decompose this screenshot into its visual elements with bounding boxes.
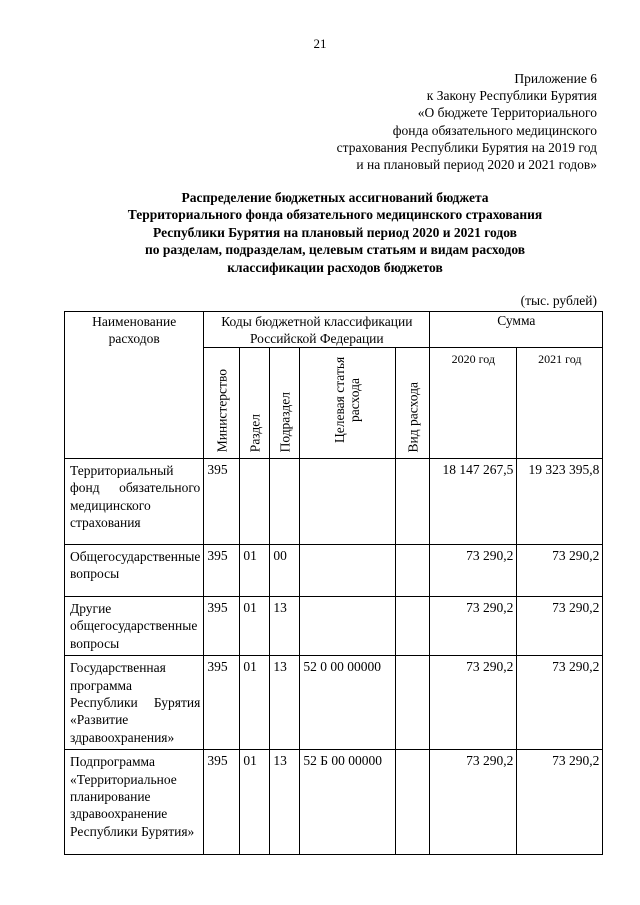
row-subsection: 13	[270, 750, 300, 855]
row-2021: 73 290,2	[517, 545, 603, 597]
table-row	[65, 597, 603, 656]
row-name: Другие общегосударственные вопросы	[65, 597, 204, 656]
row-target	[300, 545, 396, 597]
title-line: классификации расходов бюджетов	[227, 259, 443, 275]
row-target: 52 Б 00 00000	[300, 750, 396, 855]
row-section: 01	[240, 656, 270, 750]
units-label: (тыс. рублей)	[520, 293, 597, 308]
table-row	[65, 545, 603, 597]
row-2020: 18 147 267,5	[430, 459, 517, 545]
row-section	[240, 459, 270, 545]
row-2021: 19 323 395,8	[517, 459, 603, 545]
row-section: 01	[240, 597, 270, 656]
row-name: Государственная программа Республики Бурятия «Развитие здравоохранения»	[65, 656, 204, 750]
page-number: 21	[313, 36, 327, 51]
row-name: Территориальный фонд обязательного медицинского страхования	[65, 459, 204, 545]
header-section: Раздел	[240, 348, 270, 459]
row-ministry: 395	[204, 750, 240, 855]
row-kind	[396, 656, 430, 750]
row-subsection: 13	[270, 597, 300, 656]
row-2020: 73 290,2	[430, 545, 517, 597]
header-target: Целевая статья расхода	[300, 348, 396, 459]
title-line: по разделам, подразделам, целевым статьям и видам расходов	[144, 242, 526, 258]
row-ministry: 395	[204, 459, 240, 545]
row-2020: 73 290,2	[430, 597, 517, 656]
row-2021: 73 290,2	[517, 750, 603, 855]
header-sum: Сумма	[430, 312, 603, 348]
row-target	[300, 459, 396, 545]
row-ministry: 395	[204, 597, 240, 656]
appendix-line: «О бюджете Территориального	[417, 105, 597, 121]
row-subsection: 13	[270, 656, 300, 750]
appendix-line: к Закону Республики Бурятия	[426, 88, 597, 104]
title-line: Территориального фонда обязательного медицинского страхования	[127, 207, 543, 223]
row-2021: 73 290,2	[517, 597, 603, 656]
appendix-line: и на плановый период 2020 и 2021 годов»	[356, 157, 597, 173]
row-subsection: 00	[270, 545, 300, 597]
table-row	[65, 656, 603, 750]
row-name: Общегосударственные вопросы	[65, 545, 204, 597]
budget-table	[64, 311, 603, 855]
header-name: Наименование расходов	[65, 312, 204, 459]
row-subsection	[270, 459, 300, 545]
row-kind	[396, 545, 430, 597]
document-title	[40, 189, 630, 276]
header-codes: Коды бюджетной классификации Российской Федерации	[204, 312, 430, 348]
row-ministry: 395	[204, 656, 240, 750]
row-target: 52 0 00 00000	[300, 656, 396, 750]
header-2021: 2021 год	[517, 348, 603, 459]
row-target	[300, 597, 396, 656]
row-2021: 73 290,2	[517, 656, 603, 750]
row-2020: 73 290,2	[430, 750, 517, 855]
table-row	[65, 750, 603, 855]
header-2020: 2020 год	[430, 348, 517, 459]
appendix-line: фонда обязательного медицинского	[392, 122, 597, 138]
row-kind	[396, 750, 430, 855]
appendix-line: страхования Республики Бурятия на 2019 год	[336, 139, 597, 155]
header-ministry: Министерство	[204, 348, 240, 459]
row-name: Подпрограмма «Территориальное планирование здравоохранение Республики Бурятия»	[65, 750, 204, 855]
table-row	[65, 459, 603, 545]
header-kind: Вид расхода	[396, 348, 430, 459]
appendix-line: Приложение 6	[514, 71, 597, 86]
row-kind	[396, 459, 430, 545]
row-section: 01	[240, 750, 270, 855]
header-subsection: Подраздел	[270, 348, 300, 459]
row-ministry: 395	[204, 545, 240, 597]
title-line: Республики Бурятия на плановый период 2020 и 2021 годов	[153, 224, 517, 240]
row-section: 01	[240, 545, 270, 597]
title-line: Распределение бюджетных ассигнований бюджета	[181, 190, 489, 205]
row-2020: 73 290,2	[430, 656, 517, 750]
row-kind	[396, 597, 430, 656]
appendix-note	[337, 70, 597, 173]
